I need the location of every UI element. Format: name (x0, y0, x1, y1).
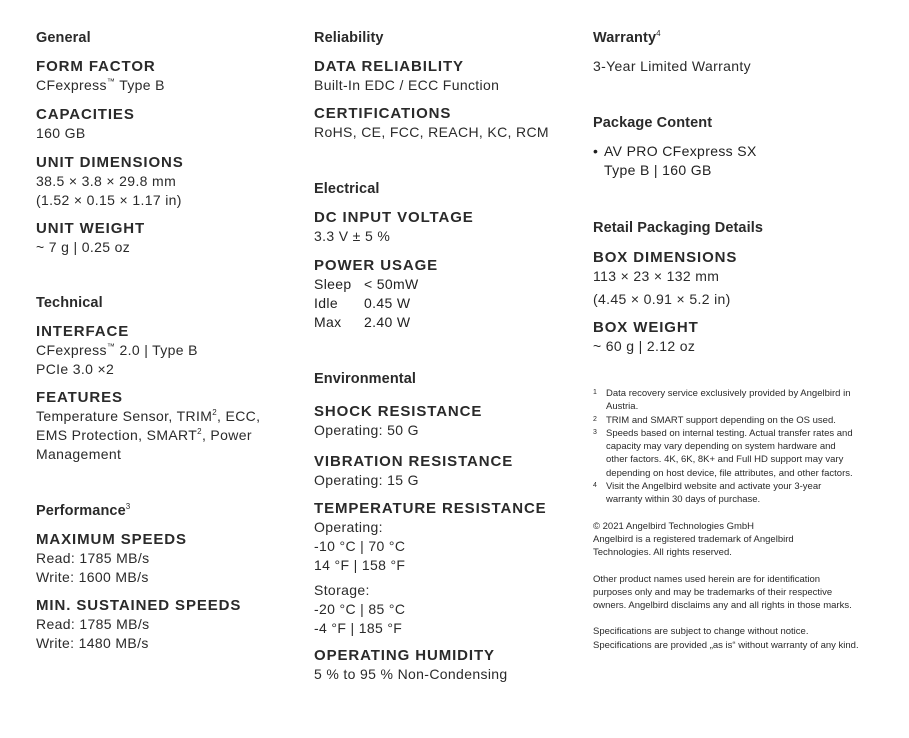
spec-value: Operating: 15 G (314, 472, 419, 488)
spec-value: Built-In EDC / ECC Function (314, 77, 500, 93)
other-names-note: Other product names used herein are for identification purposes only and may be trademarks of their respective owners. Angelbird disclaims any and all rights in those marks. (593, 573, 852, 612)
section-title-package-content: Package Content (593, 115, 713, 131)
spec-operating-humidity (314, 646, 576, 684)
footnote (593, 414, 855, 427)
spec-value (36, 426, 296, 445)
spec-value: Read: 1785 MB/s (36, 616, 150, 632)
spec-value: -10 °C | 70 °C (314, 538, 406, 554)
spec-label: BOX WEIGHT (593, 319, 699, 336)
spec-value: Write: 1480 MB/s (36, 635, 149, 651)
value-part: Temperature Sensor, TRIM (36, 408, 213, 424)
footnote (593, 387, 855, 414)
spec-label: POWER USAGE (314, 257, 439, 274)
footnote-text: Visit the Angelbird website and activate your 3-year warranty within 30 days of purchase. (606, 481, 822, 506)
spec-label: OPERATING HUMIDITY (314, 647, 495, 664)
section-technical (36, 294, 296, 464)
footnote-ref: 2 (212, 408, 218, 417)
copyright-block (593, 520, 813, 560)
value-part: , Power (201, 427, 252, 443)
footnote-number: 1 (593, 389, 597, 396)
section-package-content (593, 114, 883, 180)
column-left (36, 29, 296, 653)
spec-vibration-resistance (314, 452, 576, 490)
column-middle (314, 29, 576, 684)
value-part: 2.0 | Type B (115, 342, 198, 358)
footnote-ref: 4 (656, 29, 661, 38)
section-title-warranty (593, 29, 883, 47)
power-row-key: Max (314, 314, 342, 330)
spec-value: 5 % to 95 % Non-Condensing (314, 666, 508, 682)
section-title-environmental: Environmental (314, 371, 417, 387)
footnote-ref: 2 (197, 427, 202, 436)
power-row-value: < 50mW (364, 276, 419, 292)
footnote-text: Data recovery service exclusively provided by Angelbird in Austria. (606, 388, 851, 413)
spec-box-dimensions (593, 248, 883, 309)
specification-notice (593, 625, 883, 652)
package-item-line: AV PRO CFexpress SX (604, 143, 757, 159)
spec-value: Operating: (314, 519, 383, 535)
spec-temperature-resistance (314, 499, 576, 638)
section-title-electrical: Electrical (314, 181, 380, 197)
spec-min-sustained-speeds (36, 596, 296, 653)
power-row-key: Sleep (314, 276, 352, 292)
footnote (593, 427, 855, 480)
package-item (593, 142, 883, 180)
package-item-text (604, 142, 757, 180)
spec-value: 14 °F | 158 °F (314, 557, 406, 573)
spec-form-factor (36, 57, 296, 95)
spec-value: (4.45 × 0.91 × 5.2 in) (593, 291, 731, 307)
spec-label: FORM FACTOR (36, 58, 156, 75)
spec-label: INTERFACE (36, 323, 130, 340)
footnote-text: Speeds based on internal testing. Actual transfer rates and capacity may vary depending on system hardware and other factors. 4K, 6K, 8K+ and Full HD support may vary depending on host device, file attributes, and other factors. (606, 427, 853, 479)
spec-value: Write: 1600 MB/s (36, 569, 149, 585)
footnotes (593, 387, 855, 507)
spec-label: BOX DIMENSIONS (593, 249, 738, 266)
footnote-number: 2 (593, 415, 597, 423)
spec-value: (1.52 × 0.15 × 1.17 in) (36, 192, 182, 208)
spec-label: VIBRATION RESISTANCE (314, 453, 514, 470)
spec-value: Read: 1785 MB/s (36, 550, 150, 566)
power-row (314, 313, 576, 332)
trademark-note: Angelbird is a registered trademark of Angelbird Technologies. All rights reserved. (593, 533, 794, 559)
package-item-line: Type B | 160 GB (604, 162, 712, 178)
footnote-number: 3 (593, 428, 597, 436)
section-title-text: Warranty (593, 30, 657, 46)
spec-data-reliability (314, 57, 576, 95)
section-title-performance (36, 502, 296, 520)
value-part: EMS Protection, SMART (36, 427, 198, 443)
spec-value: 160 GB (36, 125, 86, 141)
spec-value (36, 341, 296, 360)
footnote-text: TRIM and SMART support depending on the OS used. (606, 414, 836, 426)
spec-value: 113 × 23 × 132 mm (593, 268, 720, 284)
section-retail-packaging (593, 219, 883, 356)
section-title-reliability: Reliability (314, 30, 384, 46)
spec-value: ~ 7 g | 0.25 oz (36, 239, 131, 255)
spec-label: UNIT WEIGHT (36, 220, 146, 237)
spec-value (36, 407, 296, 426)
spec-label: SHOCK RESISTANCE (314, 403, 483, 420)
section-environmental (314, 370, 576, 684)
spec-value: ~ 60 g | 2.12 oz (593, 338, 696, 354)
spec-dc-input-voltage (314, 208, 576, 246)
spec-value (36, 76, 296, 95)
spec-label: CAPACITIES (36, 106, 135, 123)
section-title-retail-packaging: Retail Packaging Details (593, 220, 764, 236)
power-row (314, 275, 576, 294)
value-part: Type B (115, 77, 165, 93)
footnote (593, 480, 855, 507)
spec-value: PCIe 3.0 ×2 (36, 361, 115, 377)
footnote-ref: 3 (125, 502, 131, 511)
value-part: , ECC, (217, 408, 261, 424)
spec-box-weight (593, 318, 883, 356)
spec-maximum-speeds (36, 530, 296, 587)
trademark-mark: ™ (106, 77, 116, 86)
power-row-value: 2.40 W (364, 314, 411, 330)
section-performance (36, 502, 296, 653)
spec-label: FEATURES (36, 389, 123, 406)
footnote-number: 4 (593, 482, 597, 490)
spec-shock-resistance (314, 402, 576, 440)
spec-label: MAXIMUM SPEEDS (36, 531, 187, 548)
spec-value: Management (36, 446, 122, 462)
value-part: CFexpress (36, 342, 107, 358)
spec-label: CERTIFICATIONS (314, 105, 452, 122)
trademark-mark: ™ (106, 342, 116, 351)
power-row (314, 294, 576, 313)
spec-unit-dimensions (36, 153, 296, 210)
spec-value: Operating: 50 G (314, 422, 419, 438)
spec-unit-weight (36, 219, 296, 257)
copyright-line: © 2021 Angelbird Technologies GmbH (593, 520, 755, 532)
warranty-value: 3-Year Limited Warranty (593, 58, 751, 74)
section-general (36, 29, 296, 257)
spec-label: DC INPUT VOLTAGE (314, 209, 474, 226)
spec-value: RoHS, CE, FCC, REACH, KC, RCM (314, 124, 549, 140)
spec-label: UNIT DIMENSIONS (36, 154, 184, 171)
spec-certifications (314, 104, 576, 142)
power-row-key: Idle (314, 295, 338, 311)
spec-power-usage (314, 256, 576, 332)
section-title-text: Performance (36, 503, 126, 519)
bullet-icon: • (593, 143, 599, 159)
spec-label: TEMPERATURE RESISTANCE (314, 500, 547, 517)
spec-interface (36, 322, 296, 379)
spec-features (36, 388, 296, 464)
spec-value: -4 °F | 185 °F (314, 620, 403, 636)
notice-line: Specifications are subject to change without notice. (593, 626, 809, 638)
section-electrical (314, 180, 576, 332)
section-reliability (314, 29, 576, 142)
section-warranty (593, 29, 883, 76)
spec-label: DATA RELIABILITY (314, 58, 464, 75)
spec-value: 38.5 × 3.8 × 29.8 mm (36, 173, 177, 189)
column-right (593, 29, 883, 652)
spec-value: 3.3 V ± 5 % (314, 228, 391, 244)
spec-capacities (36, 105, 296, 143)
spec-value: -20 °C | 85 °C (314, 601, 406, 617)
spec-value: Storage: (314, 582, 370, 598)
section-title-general: General (36, 30, 91, 46)
value-part: CFexpress (36, 77, 107, 93)
spec-label: MIN. SUSTAINED SPEEDS (36, 597, 242, 614)
section-title-technical: Technical (36, 295, 103, 311)
power-row-value: 0.45 W (364, 295, 411, 311)
notice-line: Specifications are provided „as is“ without warranty of any kind. (593, 639, 859, 651)
